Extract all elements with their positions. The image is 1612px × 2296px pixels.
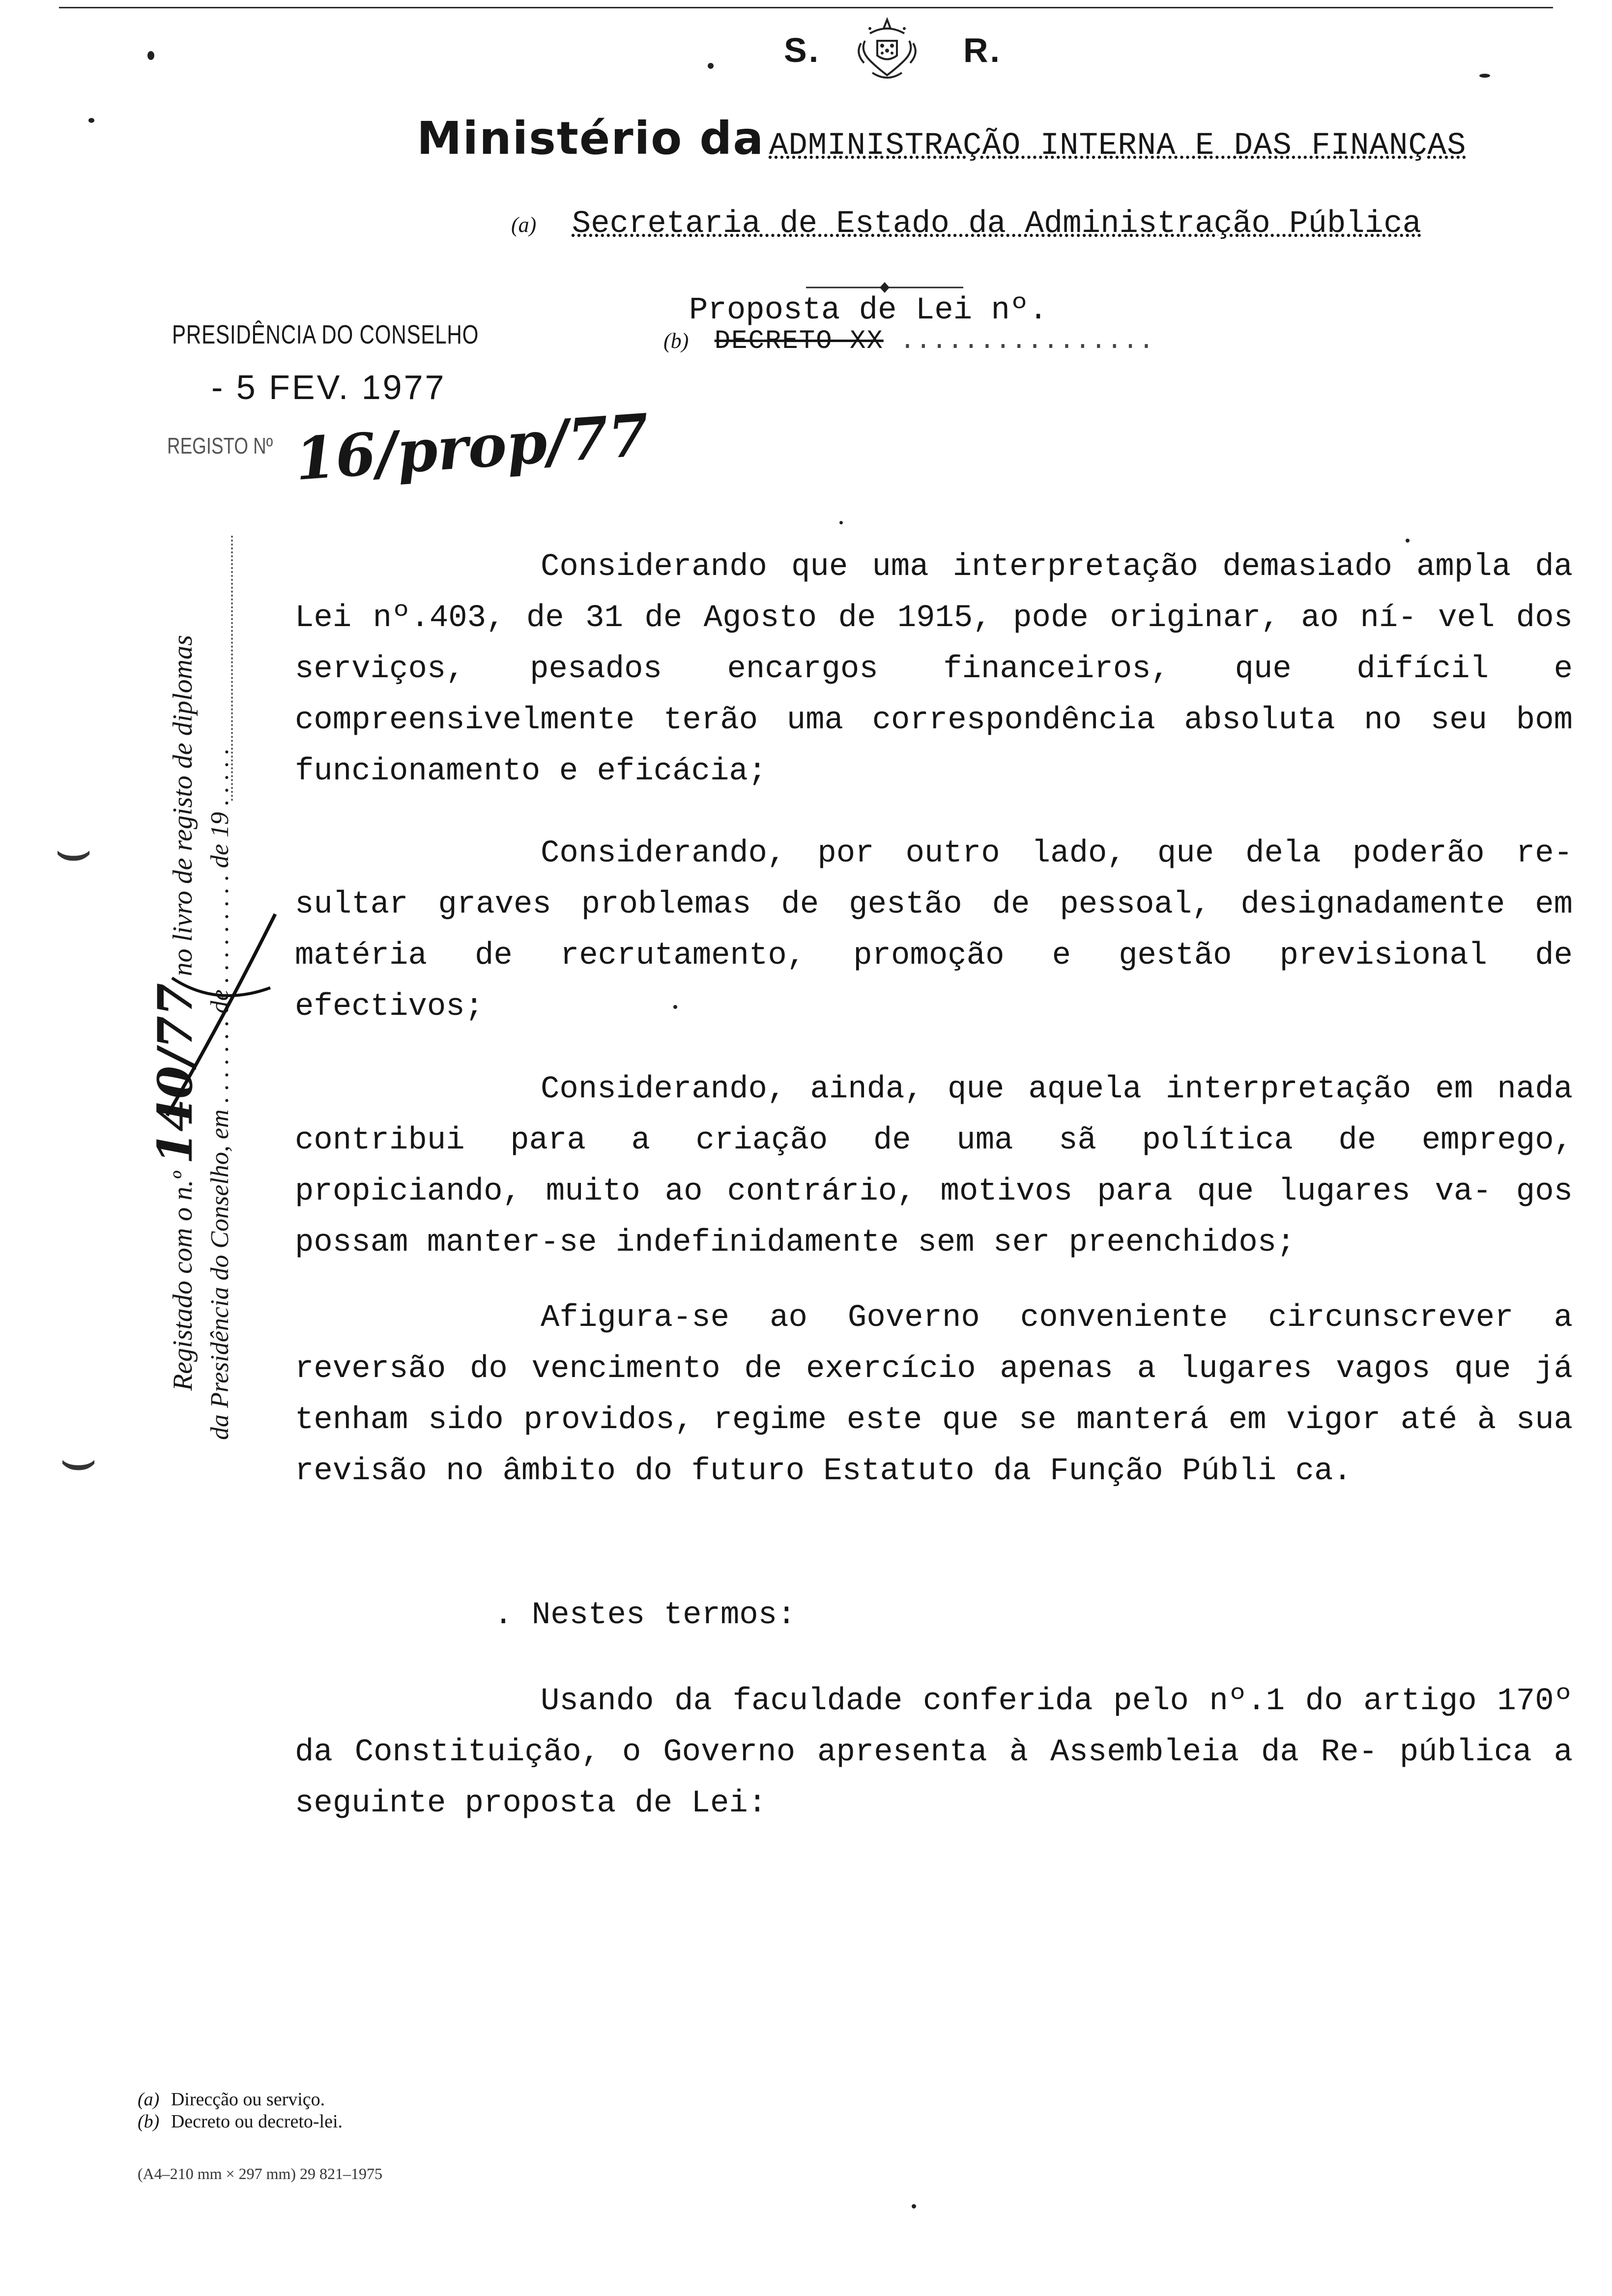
scan-speck	[147, 51, 154, 60]
scan-speck	[1406, 539, 1410, 543]
scan-speck	[708, 63, 714, 69]
scan-speck	[839, 521, 843, 524]
footnote-b-marker: (b)	[138, 2111, 160, 2132]
ministry-name: ADMINISTRAÇÃO INTERNA E DAS FINANÇAS	[769, 128, 1467, 164]
scan-speck	[88, 118, 94, 123]
paragraph-4	[295, 1292, 1573, 1497]
paragraph-2	[295, 828, 1573, 1033]
scan-speck	[912, 2204, 916, 2209]
margin-cross-mark	[162, 894, 280, 1120]
punch-hole-mark: ⌣	[59, 1425, 98, 1493]
paragraph-6	[295, 1676, 1573, 1829]
decree-struck-text: DECRETO XX	[714, 326, 884, 356]
paragraph-3-text: Considerando, ainda, que aquela interpretação em nada contribui para a criação de uma sã política de emprego, propiciando, muito ao contrário, motivos para que lugares va- gos possam manter-se indefinidamente sem ser preenchidos;	[295, 1072, 1573, 1261]
stamp-office: PRESIDÊNCIA DO CONSELHO	[172, 320, 479, 349]
footnote-a	[138, 2089, 325, 2110]
footnote-b-text: Decreto ou decreto-lei.	[171, 2111, 343, 2132]
paragraph-1-text: Considerando que uma interpretação demasiado ampla da Lei nº.403, de 31 de Agosto de 1915, pode originar, ao ní- vel dos serviços, pesados encargos financeiros, que difícil e compreensivelmente terão uma correspondência absoluta no seu bom funcionamento e eficácia;	[295, 549, 1573, 789]
header-r-letter: R.	[963, 31, 1002, 69]
footnote-a-marker: (a)	[138, 2089, 160, 2110]
department-name: Secretaria de Estado da Administração Pública	[572, 206, 1421, 242]
margin-note-prefix: Registado com o n.º	[168, 1171, 198, 1391]
margin-note-line2-prefix: da Presidência do Conselho, em	[206, 1109, 234, 1440]
stamp-registo-label: REGISTO Nº	[167, 433, 273, 459]
coat-of-arms-icon	[850, 14, 924, 87]
department-line	[511, 206, 1421, 242]
margin-note-line2: da Presidência do Conselho, em . . . . . . . de . . . . . . . . . de 19 . . . . .	[206, 748, 234, 1440]
decree-dots: ................	[899, 326, 1154, 356]
footnote-b	[138, 2111, 343, 2132]
footnote-a-text: Direcção ou serviço.	[171, 2089, 325, 2110]
scan-speck	[673, 1005, 677, 1009]
scan-speck	[1479, 74, 1490, 78]
document-kind: Proposta de Lei nº.	[689, 293, 1048, 328]
margin-note-number: 140/77	[147, 983, 203, 1165]
paragraph-1	[295, 542, 1573, 797]
print-reference: (A4–210 mm × 297 mm) 29 821–1975	[138, 2165, 383, 2182]
paragraph-3	[295, 1064, 1573, 1268]
stamp-date: - 5 FEV. 1977	[211, 368, 446, 406]
registo-number-handwritten: 16/prop/77	[293, 401, 651, 493]
header-s-letter: S.	[784, 31, 821, 69]
paragraph-2-text: Considerando, por outro lado, que dela poderão re- sultar graves problemas de gestão de pessoal, designadamente em matéria de recrutamento, promoção e gestão previsional de efectivos;	[295, 836, 1573, 1025]
paragraph-6-text: Usando da faculdade conferida pelo nº.1 do artigo 170º da Constituição, o Governo apresenta à Assembleia da Re- pública a seguinte proposta de Lei:	[295, 1684, 1573, 1821]
top-rule	[59, 7, 1553, 8]
margin-note-suffix: no livro de registo de diplomas	[168, 635, 198, 976]
margin-note-line2-suffix: de 19	[206, 812, 234, 868]
footnote-marker-b: (b)	[663, 329, 689, 353]
margin-dotted-line	[231, 536, 235, 801]
margin-note-line2-mid: de	[206, 989, 234, 1014]
ministry-heading	[417, 112, 1467, 165]
decree-line	[663, 326, 1154, 356]
paragraph-4-text: Afigura-se ao Governo conveniente circunscrever a reversão do vencimento de exercício apenas a lugares vagos que já tenham sido providos, regime este que se manterá em vigor até à sua revisão no âmbito do futuro Estatuto da Função Públi ca.	[295, 1300, 1573, 1489]
paragraph-5: . Nestes termos:	[494, 1598, 796, 1633]
ministry-prefix: Ministério da	[417, 112, 765, 165]
footnote-marker-a: (a)	[511, 213, 537, 237]
punch-hole-mark: ⌣	[54, 816, 93, 884]
